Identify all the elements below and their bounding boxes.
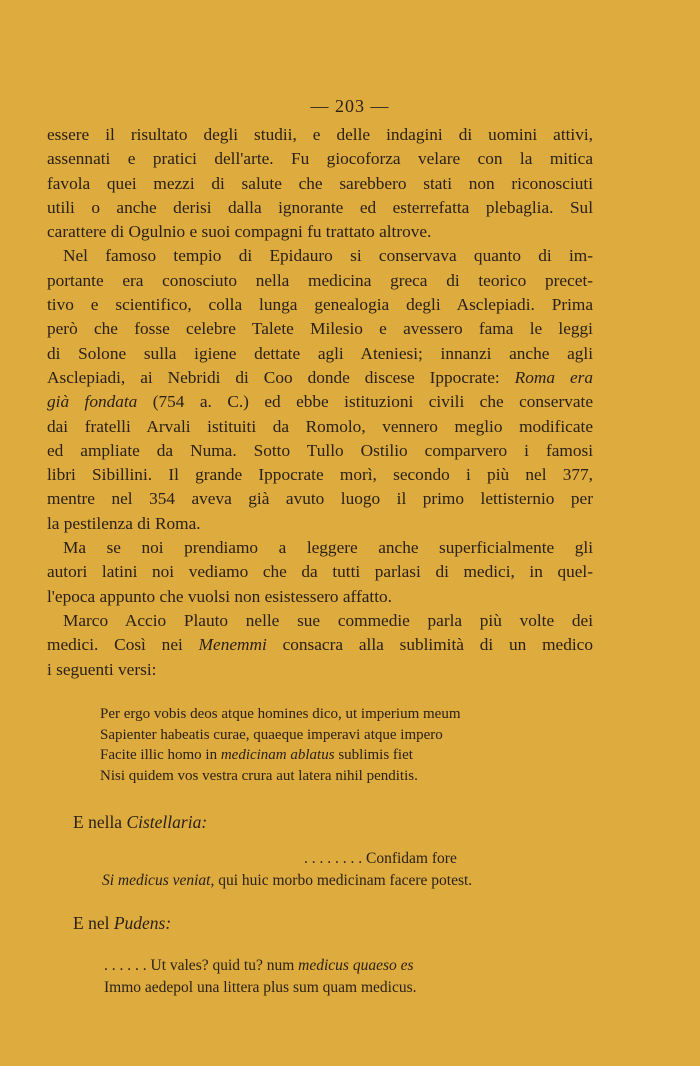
text-run: . . . . . . Ut vales? quid tu? num — [104, 957, 299, 974]
text-run: di Solone sulla igiene dettate agli Ateniesi; innanzi anche agli — [47, 343, 593, 363]
italic-text: Si medicus veniat, — [102, 872, 215, 889]
text-run: autori latini noi vediamo che da tutti parlasi di medici, in quel- — [47, 562, 593, 582]
text-run: libri Sibillini. Il grande Ippocrate morì, secondo i più nel 377, — [47, 465, 593, 485]
paragraph-line — [47, 536, 593, 560]
text-run: qui huic morbo medicinam facere potest. — [214, 872, 473, 889]
paragraph-line — [47, 147, 593, 171]
verse-line — [100, 766, 580, 787]
italic-text: già fondata — [47, 392, 138, 412]
paragraph-line — [47, 585, 593, 609]
text-run: Facite illic homo in — [100, 747, 221, 763]
text-run: essere il risultato degli studii, e delle indagini di uomini attivi, — [47, 125, 593, 144]
paragraph-line — [47, 487, 593, 511]
text-run: Nisi quidem vos vestra crura aut latera nihil penditis. — [100, 767, 418, 784]
text-run: . . . . . . . . Confidam fore — [304, 850, 457, 867]
paragraph-line — [47, 415, 593, 439]
paragraph-line — [47, 269, 593, 293]
text-run: ed ampliate da Numa. Sotto Tullo Ostilio comparvero i famosi — [47, 440, 593, 460]
intro-cistellaria — [73, 812, 207, 833]
paragraph-line — [47, 366, 593, 390]
verse-quote-menaechmi — [100, 704, 580, 786]
text-run: consacra alla sublimità di un medico — [266, 635, 593, 655]
text-run: Sapienter habeatis curae, quaeque imperavi atque impero — [100, 726, 443, 743]
paragraph-line — [47, 512, 593, 536]
paragraph-line — [47, 633, 593, 657]
paragraph-line — [47, 244, 593, 268]
text-run: sublimis fiet — [334, 747, 413, 763]
paragraph-line — [47, 439, 593, 463]
text-run: E nel — [73, 913, 114, 933]
text-run: Marco Accio Plauto nelle sue commedie parla più volte dei — [63, 610, 593, 630]
main-paragraphs — [47, 123, 593, 682]
quote-line — [102, 848, 572, 870]
page-number: — 203 — — [310, 96, 390, 116]
text-run: dai fratelli Arvali istituiti da Romolo, vennero meglio modificate — [47, 416, 593, 436]
quote-pudens — [104, 955, 417, 999]
italic-text: Menemmi — [198, 635, 267, 655]
text-run: portante era conosciuto nella medicina greca di teorico precet- — [47, 270, 593, 290]
text-run: E nella — [73, 812, 127, 832]
text-run: carattere di Ogulnio e suoi compagni fu trattato altrove. — [47, 222, 432, 242]
text-run: i seguenti versi: — [47, 659, 157, 679]
paragraph-line — [47, 196, 593, 220]
verse-line — [100, 704, 580, 725]
paragraph-line — [47, 658, 593, 682]
quote-cistellaria — [102, 848, 572, 892]
quote-line — [104, 977, 417, 999]
italic-text: Pudens: — [113, 913, 172, 933]
quote-line — [102, 870, 572, 892]
text-run: Ma se noi prendiamo a leggere anche superficialmente gli — [63, 538, 593, 558]
text-run: la pestilenza di Roma. — [47, 513, 201, 533]
text-run: mentre nel 354 aveva già avuto luogo il primo lettisternio per — [47, 489, 593, 509]
text-run: medici. Così nei — [47, 635, 199, 655]
intro-pudens — [73, 913, 171, 934]
text-run: Per ergo vobis deos atque homines dico, ut imperium meum — [100, 706, 461, 722]
verse-line — [100, 745, 580, 766]
text-run: Asclepiadi, ai Nebridi di Coo donde discese Ippocrate: — [47, 367, 515, 387]
text-run: assennati e pratici dell'arte. Fu giocoforza velare con la mitica — [47, 149, 593, 169]
paragraph-line — [47, 342, 593, 366]
italic-text: medicus quaeso es — [298, 957, 414, 974]
paragraph-line — [47, 560, 593, 584]
italic-text: Roma era — [514, 367, 593, 387]
paragraph-line — [47, 390, 593, 414]
paragraph-line — [47, 317, 593, 341]
verse-line — [100, 725, 580, 746]
text-run: l'epoca appunto che vuolsi non esistessero affatto. — [47, 586, 392, 606]
paragraph-line — [47, 609, 593, 633]
text-run: utili o anche derisi dalla ignorante ed esterrefatta plebaglia. Sul — [47, 197, 593, 217]
text-run: tivo e scientifico, colla lunga genealogia degli Asclepiadi. Prima — [47, 295, 593, 315]
paragraph-line — [47, 293, 593, 317]
text-run: Nel famoso tempio di Epidauro si conservava quanto di im- — [63, 246, 593, 266]
text-run: però che fosse celebre Talete Milesio e avessero fama le leggi — [47, 319, 593, 339]
text-run: Immo aedepol una littera plus sum quam medicus. — [104, 979, 417, 996]
italic-text: Cistellaria: — [126, 812, 208, 832]
paragraph-line — [47, 463, 593, 487]
paragraph-line — [47, 220, 593, 244]
text-run: (754 a. C.) ed ebbe istituzioni civili che conservate — [137, 392, 593, 412]
text-run: favola quei mezzi di salute che sarebbero stati non riconosciuti — [47, 173, 593, 193]
italic-text: medicinam ablatus — [220, 747, 335, 763]
paragraph-line — [47, 123, 593, 147]
paragraph-line — [47, 172, 593, 196]
quote-line — [104, 955, 417, 977]
